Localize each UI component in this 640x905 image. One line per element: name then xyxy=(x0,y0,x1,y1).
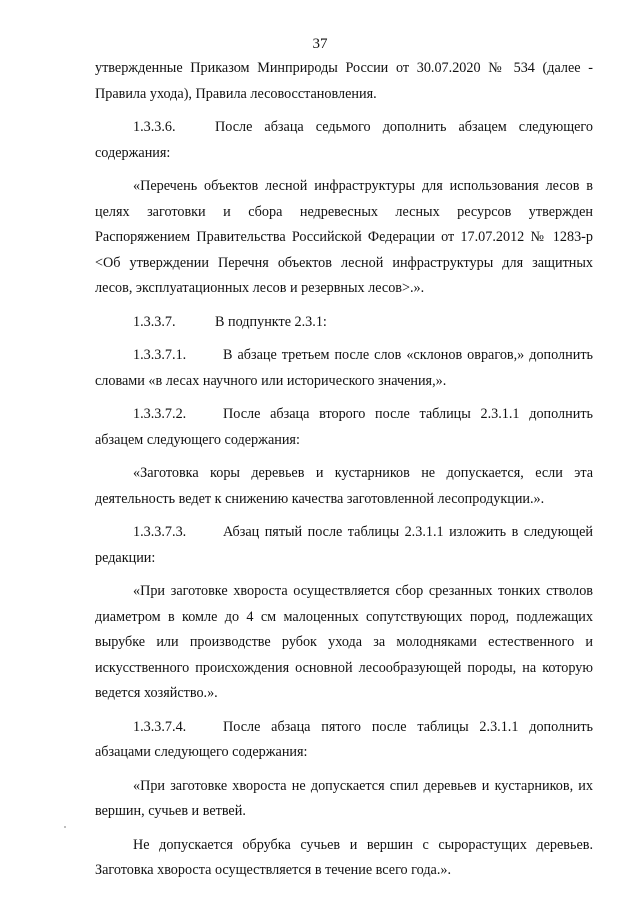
paragraph-quote-pruning: Не допускается обрубка сучьев и вершин с сырорастущих деревьев. Заготовка хвороста осуществляется в течение всего года.». xyxy=(95,836,593,878)
page-number: 37 xyxy=(312,36,328,52)
paragraph-intro: утвержденные Приказом Минприроды России от 30.07.2020 № 534 (далее - Правила ухода), Правила лесовосстановления. xyxy=(95,60,593,102)
document-body xyxy=(95,56,593,884)
clause-text: После абзаца седьмого дополнить абзацем следующего содержания: xyxy=(95,119,593,161)
clause-number: 1.3.3.7. xyxy=(133,313,176,330)
paragraph-1-3-3-7-1 xyxy=(95,343,593,394)
clause-number: 1.3.3.7.1. xyxy=(133,347,187,363)
scan-speck xyxy=(64,826,66,828)
clause-text: В абзаце третьем после слов «склонов оврагов,» дополнить словами «в лесах научного или исторического значения,». xyxy=(95,347,593,389)
clause-number: 1.3.3.6. xyxy=(133,119,176,135)
clause-number: 1.3.3.7.4. xyxy=(133,718,187,735)
clause-text: После абзаца пятого после таблицы 2.3.1.1 дополнить абзацами следующего содержания: xyxy=(95,718,593,760)
paragraph-1-3-3-7 xyxy=(95,310,593,336)
paragraph-1-3-3-6 xyxy=(95,115,593,166)
paragraph-1-3-3-7-2 xyxy=(95,402,593,453)
clause-text: В подпункте 2.3.1: xyxy=(215,313,327,330)
clause-number: 1.3.3.7.3. xyxy=(133,524,187,540)
clause-text: Абзац пятый после таблицы 2.3.1.1 изложить в следующей редакции: xyxy=(95,524,593,566)
paragraph-quote-bark: «Заготовка коры деревьев и кустарников не допускается, если эта деятельность ведет к снижению качества заготовленной лесопродукции.». xyxy=(95,465,593,507)
paragraph-1-3-3-7-3 xyxy=(95,520,593,571)
paragraph-quote-cutting: «При заготовке хвороста не допускается спил деревьев и кустарников, их вершин, сучьев и ветвей. xyxy=(95,777,593,819)
clause-text: После абзаца второго после таблицы 2.3.1.1 дополнить абзацем следующего содержания: xyxy=(95,406,593,448)
paragraph-1-3-3-7-4 xyxy=(95,715,593,766)
paragraph-quote-brushwood: «При заготовке хвороста осуществляется сбор срезанных тонких стволов диаметром в комле до 4 см малоценных сопутствующих пород, подлежащих вырубке или производстве рубок ухода за молодняками естественного и искусственного происхождения основной лесообразующей породы, на которую ведется хозяйство.». xyxy=(95,583,593,701)
paragraph-quote-infrastructure: «Перечень объектов лесной инфраструктуры для использования лесов в целях заготовки и сбора недревесных лесных ресурсов утвержден Распоряжением Правительства Российской Федерации от 17.07.2012 № 1283-р <Об утверждении Перечня объектов лесной инфраструктуры для защитных лесов, эксплуатационных лесов и резервных лесов>.». xyxy=(95,178,593,296)
clause-number: 1.3.3.7.2. xyxy=(133,406,187,422)
